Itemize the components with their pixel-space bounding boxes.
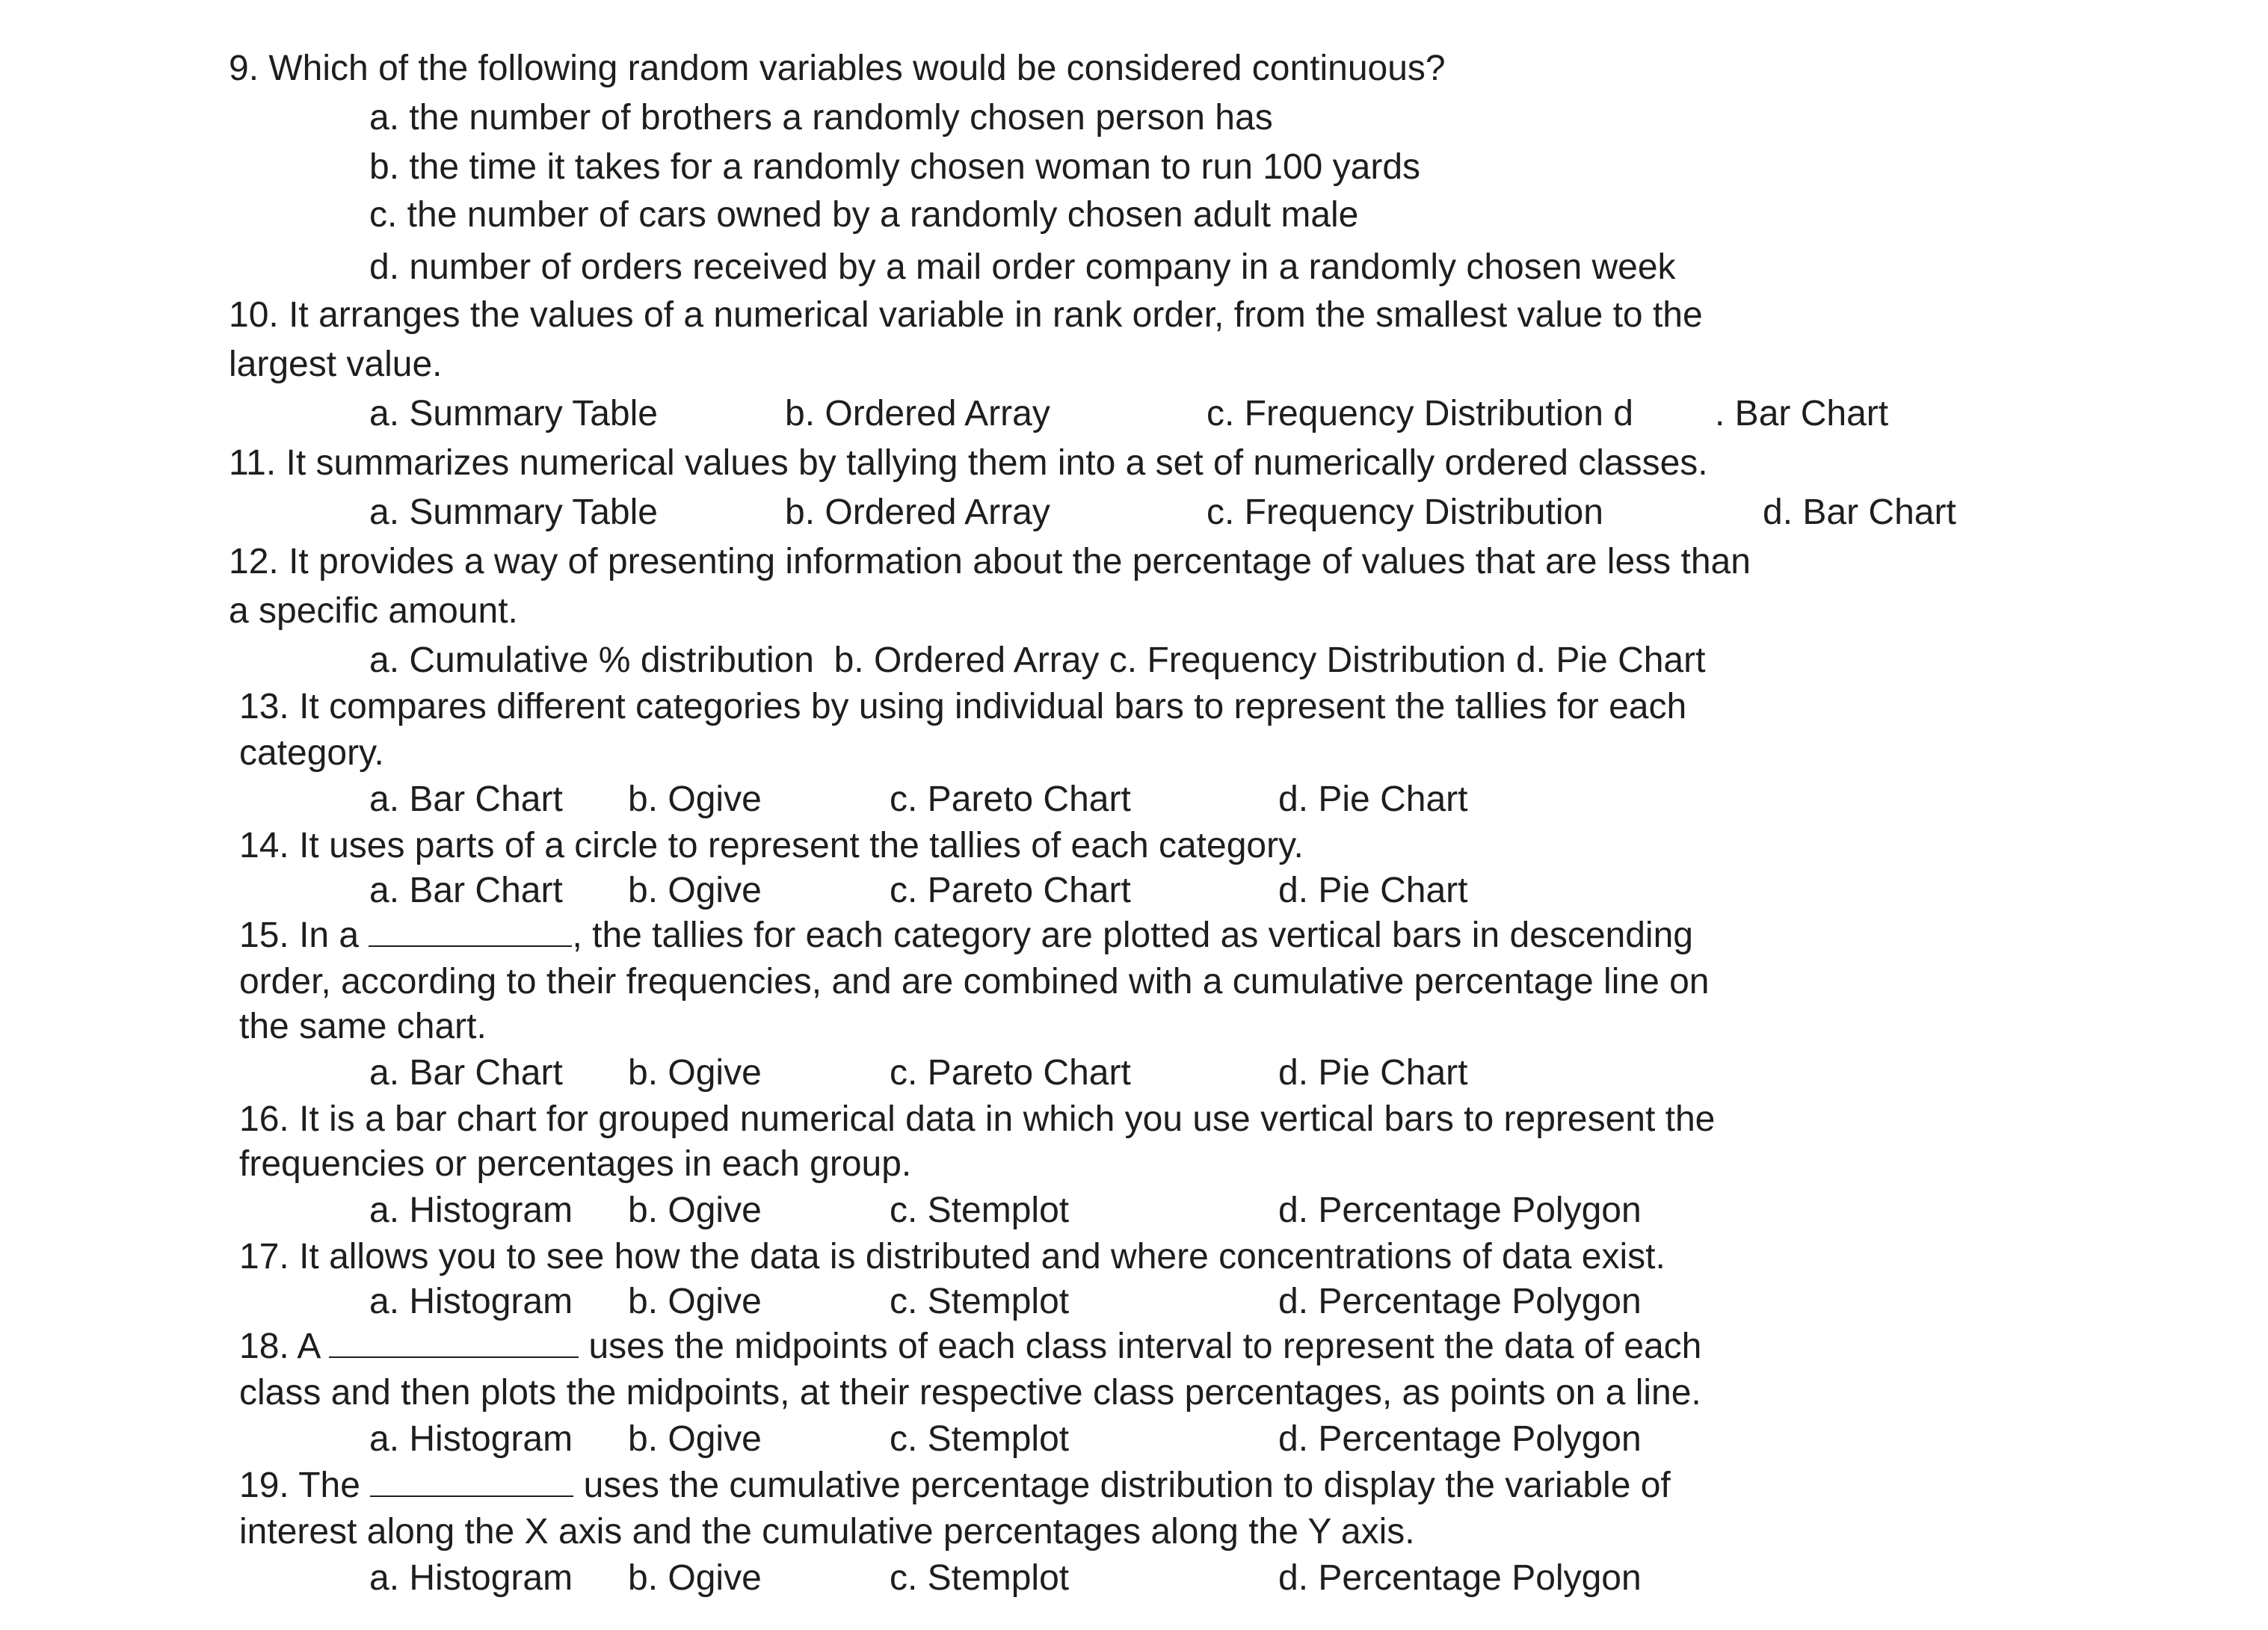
q18-option-d: d. Percentage Polygon [1278,1419,1642,1459]
q17-stem: 17. It allows you to see how the data is distributed and where concentrations of data exist. [239,1237,1665,1276]
q13-stem-line2: category. [239,733,384,773]
q9-option-b: b. the time it takes for a randomly chosen woman to run 100 yards [369,147,1421,187]
q13-option-c: c. Pareto Chart [890,780,1131,819]
q15-stem-line3: the same chart. [239,1007,487,1046]
q10-option-b: b. Ordered Array [785,394,1050,433]
q18-stem-prefix: 18. A [239,1327,330,1366]
q9-option-d: d. number of orders received by a mail order company in a randomly chosen week [369,247,1676,287]
q16-option-c: c. Stemplot [890,1191,1070,1230]
q19-option-d: d. Percentage Polygon [1278,1558,1642,1598]
q13-option-a: a. Bar Chart [369,780,563,819]
q12-options: a. Cumulative % distribution b. Ordered Array c. Frequency Distribution d. Pie Chart [369,640,1706,680]
q17-option-c: c. Stemplot [890,1282,1070,1321]
q11-option-c: c. Frequency Distribution [1207,493,1603,532]
q16-stem-line1: 16. It is a bar chart for grouped numerical data in which you use vertical bars to represent the [239,1099,1716,1139]
q15-option-c: c. Pareto Chart [890,1053,1131,1093]
q11-option-b: b. Ordered Array [785,493,1050,532]
q18-option-a: a. Histogram [369,1419,573,1459]
q10-stem-line2: largest value. [229,345,443,384]
q10-stem-line1: 10. It arranges the values of a numerical variable in rank order, from the smallest value to the [229,295,1703,335]
q19-stem-suffix: uses the cumulative percentage distribution to display the variable of [573,1466,1671,1505]
q15-option-b: b. Ogive [628,1053,762,1093]
q19-option-c: c. Stemplot [890,1558,1070,1598]
q15-stem-line2: order, according to their frequencies, and are combined with a cumulative percentage line on [239,962,1710,1001]
q13-option-d: d. Pie Chart [1278,780,1468,819]
q17-option-a: a. Histogram [369,1282,573,1321]
q14-option-a: a. Bar Chart [369,871,563,910]
q16-option-b: b. Ogive [628,1191,762,1230]
q13-stem-line1: 13. It compares different categories by using individual bars to represent the tallies for each [239,687,1687,726]
q14-option-b: b. Ogive [628,871,762,910]
q9-stem: 9. Which of the following random variables would be considered continuous? [229,49,1446,88]
q11-option-a: a. Summary Table [369,493,658,532]
q17-option-d: d. Percentage Polygon [1278,1282,1642,1321]
q19-answer-blank [370,1469,573,1497]
q14-stem: 14. It uses parts of a circle to represent the tallies of each category. [239,826,1304,865]
q10-option-d: . Bar Chart [1715,394,1889,433]
q10-option-a: a. Summary Table [369,394,658,433]
q19-option-b: b. Ogive [628,1558,762,1598]
q18-option-b: b. Ogive [628,1419,762,1459]
q10-option-c: c. Frequency Distribution d [1207,394,1633,433]
q16-option-a: a. Histogram [369,1191,573,1230]
q13-option-b: b. Ogive [628,780,762,819]
q11-stem: 11. It summarizes numerical values by tallying them into a set of numerically ordered classes. [229,443,1708,483]
q12-stem-line2: a specific amount. [229,591,518,631]
q15-option-a: a. Bar Chart [369,1053,563,1093]
q18-stem-suffix: uses the midpoints of each class interval to represent the data of each [579,1327,1702,1366]
q15-answer-blank [369,919,572,947]
q17-option-b: b. Ogive [628,1282,762,1321]
q18-answer-blank [329,1330,579,1358]
q12-stem-line1: 12. It provides a way of presenting information about the percentage of values that are less than [229,542,1751,581]
q14-option-d: d. Pie Chart [1278,871,1468,910]
q15-stem-prefix: 15. In a [239,916,369,955]
q19-stem-line1 [239,1468,1671,1504]
q18-option-c: c. Stemplot [890,1419,1070,1459]
q16-option-d: d. Percentage Polygon [1278,1191,1642,1230]
q15-option-d: d. Pie Chart [1278,1053,1468,1093]
q15-stem-suffix: , the tallies for each category are plotted as vertical bars in descending [572,916,1693,955]
q9-option-a: a. the number of brothers a randomly chosen person has [369,98,1273,138]
q19-stem-line2: interest along the X axis and the cumulative percentages along the Y axis. [239,1512,1415,1552]
q18-stem-line2: class and then plots the midpoints, at their respective class percentages, as points on a line. [239,1373,1701,1413]
q16-stem-line2: frequencies or percentages in each group. [239,1144,912,1184]
q19-option-a: a. Histogram [369,1558,573,1598]
q11-option-d: d. Bar Chart [1763,493,1956,532]
q15-stem-line1 [239,918,1693,954]
q19-stem-prefix: 19. The [239,1466,371,1505]
q9-option-c: c. the number of cars owned by a randomly chosen adult male [369,195,1359,235]
q14-option-c: c. Pareto Chart [890,871,1131,910]
q18-stem-line1 [239,1329,1701,1365]
